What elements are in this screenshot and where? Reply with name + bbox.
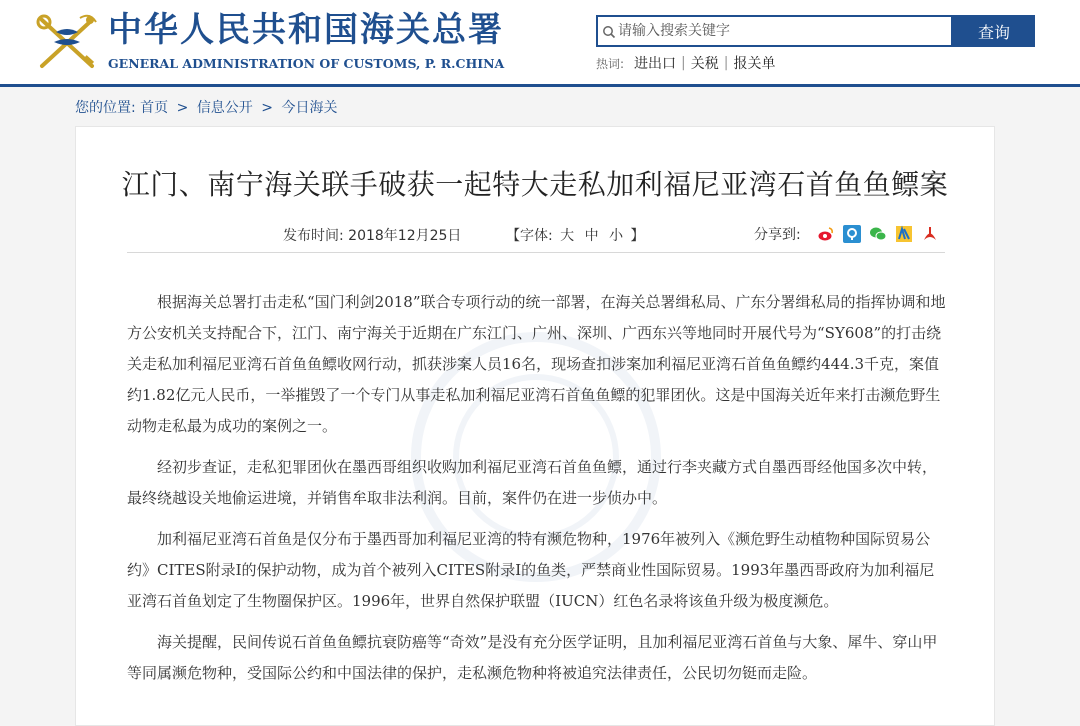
pdf-icon[interactable] xyxy=(921,225,939,243)
share-label: 分享到: xyxy=(754,227,801,243)
hot-link-declaration[interactable]: 报关单 xyxy=(733,56,776,72)
breadcrumb-today-customs[interactable]: 今日海关 xyxy=(281,100,338,116)
search-box xyxy=(596,15,953,47)
customs-emblem-icon[interactable] xyxy=(34,12,100,74)
wechat-icon[interactable] xyxy=(869,225,887,243)
header-divider xyxy=(0,84,1080,87)
font-size-label: 【字体: xyxy=(506,228,553,244)
breadcrumb-info-public[interactable]: 信息公开 xyxy=(196,100,253,116)
font-size-medium[interactable]: 中 xyxy=(584,228,599,244)
qzone-icon[interactable] xyxy=(843,225,861,243)
renren-icon[interactable] xyxy=(895,225,913,243)
article-title: 江门、南宁海关联手破获一起特大走私加利福尼亚湾石首鱼鱼鳔案 xyxy=(121,168,949,201)
font-size-close: 】 xyxy=(630,228,645,244)
site-title-en[interactable]: GENERAL ADMINISTRATION OF CUSTOMS, P. R.CHINA xyxy=(108,56,505,71)
breadcrumb xyxy=(75,97,337,117)
font-size-small[interactable]: 小 xyxy=(609,228,624,244)
hot-separator: | xyxy=(723,55,729,71)
article-paragraph: 加利福尼亚湾石首鱼是仅分布于墨西哥加利福尼亚湾的特有濒危物种，1976年被列入《濒危野生动植物种国际贸易公约》CITES附录I的保护动物，成为首个被列入CITES附录Ⅰ的鱼类，严禁商业性国际贸易。1993年墨西哥政府为加利福尼亚湾石首鱼划定了生物圈保护区。1996年，世界自然保护联盟（IUCN）红色名录将该鱼升级为极度濒危。 xyxy=(127,530,935,610)
font-size-control xyxy=(506,225,645,245)
search-icon xyxy=(602,25,616,39)
hot-separator: | xyxy=(681,55,686,71)
font-size-large[interactable]: 大 xyxy=(560,228,575,244)
article-meta-divider xyxy=(127,252,945,253)
search-button[interactable]: 查询 xyxy=(953,15,1035,47)
share-bar xyxy=(754,223,939,245)
breadcrumb-separator: > xyxy=(261,100,273,116)
hot-link-import-export[interactable]: 进出口 xyxy=(634,56,677,72)
article-body xyxy=(127,287,947,699)
breadcrumb-home[interactable]: 首页 xyxy=(140,100,169,116)
article-paragraph: 海关提醒，民间传说石首鱼鱼鳔抗衰防癌等“奇效”是没有充分医学证明，且加利福尼亚湾石首鱼与大象、犀牛、穿山甲等同属濒危物种，受国际公约和中国法律的保护，走私濒危物种将被追究法律责任，公民切勿铤而走险。 xyxy=(127,633,938,682)
article-paragraph: 经初步查证，走私犯罪团伙在墨西哥组织收购加利福尼亚湾石首鱼鱼鳔，通过行李夹藏方式自墨西哥经他国多次中转，最终绕越设关地偷运进境，并销售牟取非法利润。目前，案件仍在进一步侦办中。 xyxy=(127,458,938,507)
hot-keywords-label: 热词: xyxy=(596,56,625,71)
breadcrumb-separator: > xyxy=(176,100,189,116)
hot-link-tariff[interactable]: 关税 xyxy=(690,56,719,72)
site-header xyxy=(0,0,1080,84)
site-title-cn[interactable]: 中华人民共和国海关总署 xyxy=(108,10,504,50)
search-input[interactable] xyxy=(618,21,938,41)
article-paragraph: 根据海关总署打击走私“国门利剑2018”联合专项行动的统一部署，在海关总署缉私局、广东分署缉私局的指挥协调和地方公安机关支持配合下，江门、南宁海关于近期在广东江门、广州、深圳、广西东兴等地同时开展代号为“SY608”的打击绕关走私加利福尼亚湾石首鱼鱼鳔收网行动，抓获涉案人员16名，现场查扣涉案加利福尼亚湾石首鱼鱼鳔约444.3千克，案值约1.82亿元人民币，一举摧毁了一个专门从事走私加利福尼亚湾石首鱼鱼鳔的犯罪团伙。这是中国海关近年来打击濒危野生动物走私最为成功的案例之一。 xyxy=(127,293,946,435)
article-panel xyxy=(75,126,995,726)
breadcrumb-prefix: 您的位置: xyxy=(75,100,136,116)
publish-date: 发布时间: 2018年12月25日 xyxy=(283,228,462,244)
hot-keywords xyxy=(596,53,775,73)
weibo-icon[interactable] xyxy=(817,225,835,243)
